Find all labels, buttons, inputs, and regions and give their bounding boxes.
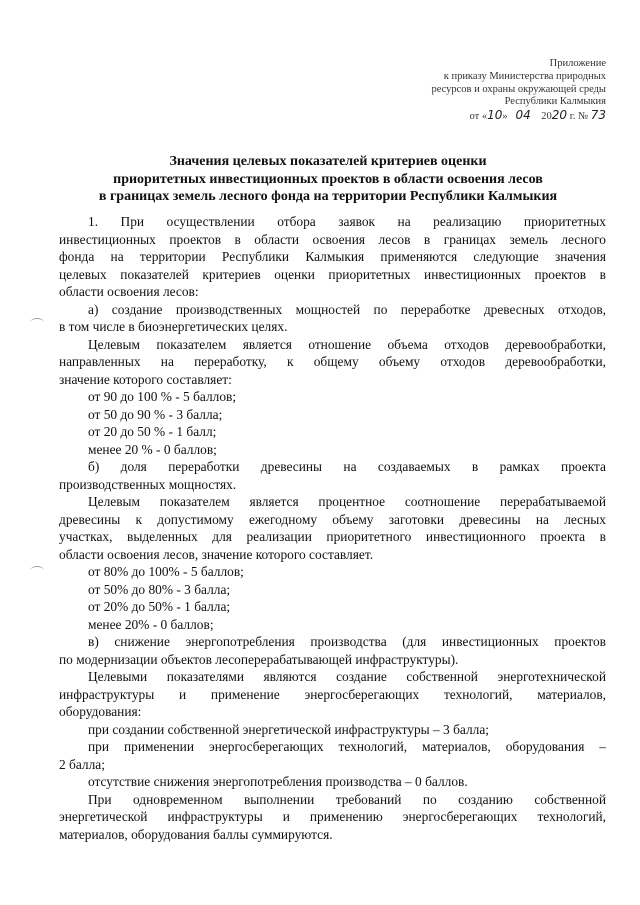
score-item: менее 20% - 0 баллов; <box>88 616 214 632</box>
text-line: в) снижение энергопотребления производства (для инвестиционных проектов <box>88 634 606 649</box>
approval-date-line <box>431 109 606 124</box>
approval-line: ресурсов и охраны окружающей среды <box>431 83 606 95</box>
score-item: от 20 до 50 % - 1 балл; <box>88 424 217 439</box>
document-body <box>59 213 606 843</box>
score-item: при создании собственной энергетической инфраструктуры – 3 балла; <box>88 721 490 737</box>
approval-line: к приказу Министерства природных <box>443 70 606 82</box>
text-line: 1. При осуществлении отбора заявок на реализацию приоритетных <box>88 214 606 229</box>
text-line: Целевыми показателями являются создание собственной энерготехнической <box>88 669 606 684</box>
date-prefix: от « <box>469 111 488 123</box>
score-item: 2 балла; <box>59 756 105 772</box>
score-item: отсутствие снижения энергопотребления производства – 0 баллов. <box>88 774 468 789</box>
text-line: б) доля переработки древесины на создаваемых в рамках проекта <box>88 459 606 474</box>
approval-block <box>431 58 606 124</box>
title-line: приоритетных инвестиционных проектов в области освоения лесов <box>113 171 543 187</box>
title-line: Значения целевых показателей критериев оценки <box>169 154 487 169</box>
text-line: по модернизации объектов лесоперерабатывающей инфраструктуры). <box>59 651 459 667</box>
text-line: Целевым показателем является отношение объема отходов деревообработки, <box>88 336 606 352</box>
text-line: оборудования: <box>59 704 142 719</box>
score-item: от 90 до 100 % - 5 баллов; <box>88 389 237 404</box>
approval-line: Республики Калмыкия <box>504 96 606 108</box>
score-item: от 50% до 80% - 3 балла; <box>88 581 231 597</box>
text-line: направленных на переработку, к общему объему отходов деревообработки, <box>59 354 606 369</box>
text-line: энергетической инфраструктуры и применению энергосберегающих технологий, <box>59 809 606 824</box>
text-line: древесины к допустимому ежегодному объему заготовки древесины на лесных <box>59 511 606 527</box>
text-line: инфраструктуры и применение энергосберегающих технологий, материалов, <box>59 686 606 702</box>
scan-punch-mark <box>30 318 44 327</box>
text-line: производственных мощностях. <box>59 476 237 492</box>
title-line: в границах земель лесного фонда на территории Республики Калмыкия <box>98 189 558 204</box>
text-line: значение которого составляет: <box>59 371 232 387</box>
score-item: от 50 до 90 % - 3 балла; <box>88 406 223 422</box>
text-line: материалов, оборудования баллы суммируются. <box>59 826 333 842</box>
date-sep: » <box>502 111 511 123</box>
date-month: 04 <box>515 108 531 123</box>
text-line: области освоения лесов, значение которого составляет. <box>59 546 374 562</box>
document-title <box>60 153 596 206</box>
text-line: участках, выделенных для реализации приоритетного инвестиционного проекта в <box>59 529 606 544</box>
text-line: области освоения лесов: <box>59 284 199 299</box>
score-item: от 20% до 50% - 1 балла; <box>88 599 231 614</box>
text-line: а) создание производственных мощностей по переработке древесных отходов, <box>88 301 606 317</box>
text-line: целевых показателей критериев оценки приоритетных инвестиционных проектов в <box>59 266 606 282</box>
date-year-prefix: 20 <box>541 111 552 123</box>
score-item: менее 20 % - 0 баллов; <box>88 441 217 457</box>
scan-punch-mark <box>30 566 44 575</box>
text-line: инвестиционных проектов в области освоения лесов в границах земель лесного <box>59 231 606 247</box>
date-day: 10 <box>487 108 503 123</box>
score-item: от 80% до 100% - 5 баллов; <box>88 564 244 579</box>
approval-line: Приложение <box>549 58 606 69</box>
order-number: 73 <box>590 108 606 123</box>
text-line: фонда на территории Республики Калмыкия применяются следующие значения <box>59 249 606 264</box>
text-line: в том числе в биоэнергетических целях. <box>59 319 288 334</box>
date-year: 20 <box>551 108 568 123</box>
text-line: Целевым показателем является процентное соотношение перерабатываемой <box>88 494 606 509</box>
text-line: При одновременном выполнении требований по созданию собственной <box>88 791 606 807</box>
order-number-prefix: г. № <box>567 111 591 123</box>
score-item: при применении энергосберегающих технологий, материалов, оборудования – <box>88 739 606 754</box>
